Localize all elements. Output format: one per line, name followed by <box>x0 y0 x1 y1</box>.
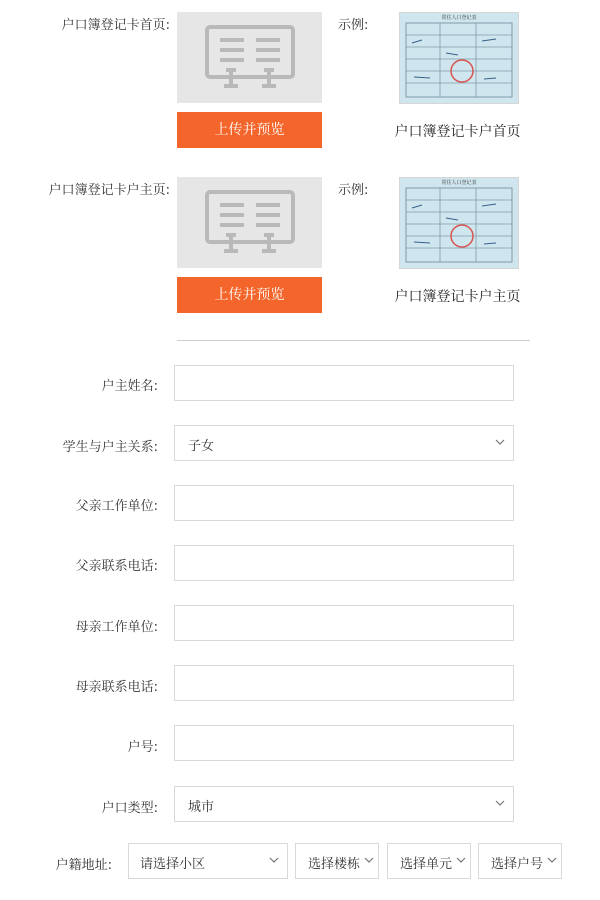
upload-preview-first-page[interactable] <box>177 12 322 103</box>
householder-name-input[interactable] <box>174 365 514 401</box>
example-title-first-page: 常住人口登记表 <box>441 15 477 21</box>
mother-employer-input[interactable] <box>174 605 514 641</box>
chevron-down-icon <box>364 855 374 865</box>
example-label-householder-page: 示例: <box>338 183 369 198</box>
relation-select[interactable] <box>174 425 514 461</box>
document-card-icon <box>204 189 296 257</box>
building-value: 选择楼栋 <box>308 857 361 872</box>
building-select[interactable] <box>295 843 379 879</box>
chevron-down-icon <box>495 798 505 808</box>
father-phone-label: 父亲联系电话: <box>75 559 158 574</box>
household-type-select[interactable] <box>174 786 514 822</box>
mother-phone-label: 母亲联系电话: <box>75 680 158 695</box>
mother-employer-label: 母亲工作单位: <box>75 620 158 635</box>
relation-value: 子女 <box>188 439 215 454</box>
household-number-label: 户号: <box>127 740 158 755</box>
example-image-first-page <box>399 12 519 104</box>
relation-label: 学生与户主关系: <box>62 440 158 455</box>
section-divider <box>177 340 530 341</box>
upload-preview-householder-page[interactable] <box>177 177 322 268</box>
upload-preview-button-householder-page[interactable]: 上传并预览 <box>177 277 322 313</box>
mother-phone-input[interactable] <box>174 665 514 701</box>
unit-value: 选择单元 <box>400 857 453 872</box>
example-caption-first-page: 户口簿登记卡户首页 <box>394 124 521 140</box>
household-type-label: 户口类型: <box>101 801 158 816</box>
example-title-householder-page: 常住人口登记表 <box>441 180 477 186</box>
father-employer-label: 父亲工作单位: <box>75 499 158 514</box>
address-label: 户籍地址: <box>55 858 112 873</box>
room-value: 选择户号 <box>491 857 544 872</box>
room-select[interactable] <box>478 843 562 879</box>
household-type-value: 城市 <box>188 800 215 815</box>
upload-label-householder-page: 户口簿登记卡户主页: <box>48 183 170 198</box>
chevron-down-icon <box>269 855 279 865</box>
upload-preview-button-first-page[interactable]: 上传并预览 <box>177 112 322 148</box>
householder-name-label: 户主姓名: <box>101 379 158 394</box>
father-phone-input[interactable] <box>174 545 514 581</box>
community-value: 请选择小区 <box>140 857 206 872</box>
chevron-down-icon <box>495 437 505 447</box>
unit-select[interactable] <box>387 843 471 879</box>
chevron-down-icon <box>547 855 557 865</box>
example-label-first-page: 示例: <box>338 18 369 33</box>
household-number-input[interactable] <box>174 725 514 761</box>
document-card-icon <box>204 24 296 92</box>
father-employer-input[interactable] <box>174 485 514 521</box>
upload-label-first-page: 户口簿登记卡首页: <box>61 18 170 33</box>
example-image-householder-page <box>399 177 519 269</box>
example-caption-householder-page: 户口簿登记卡户主页 <box>394 289 521 305</box>
community-select[interactable] <box>128 843 288 879</box>
chevron-down-icon <box>456 855 466 865</box>
